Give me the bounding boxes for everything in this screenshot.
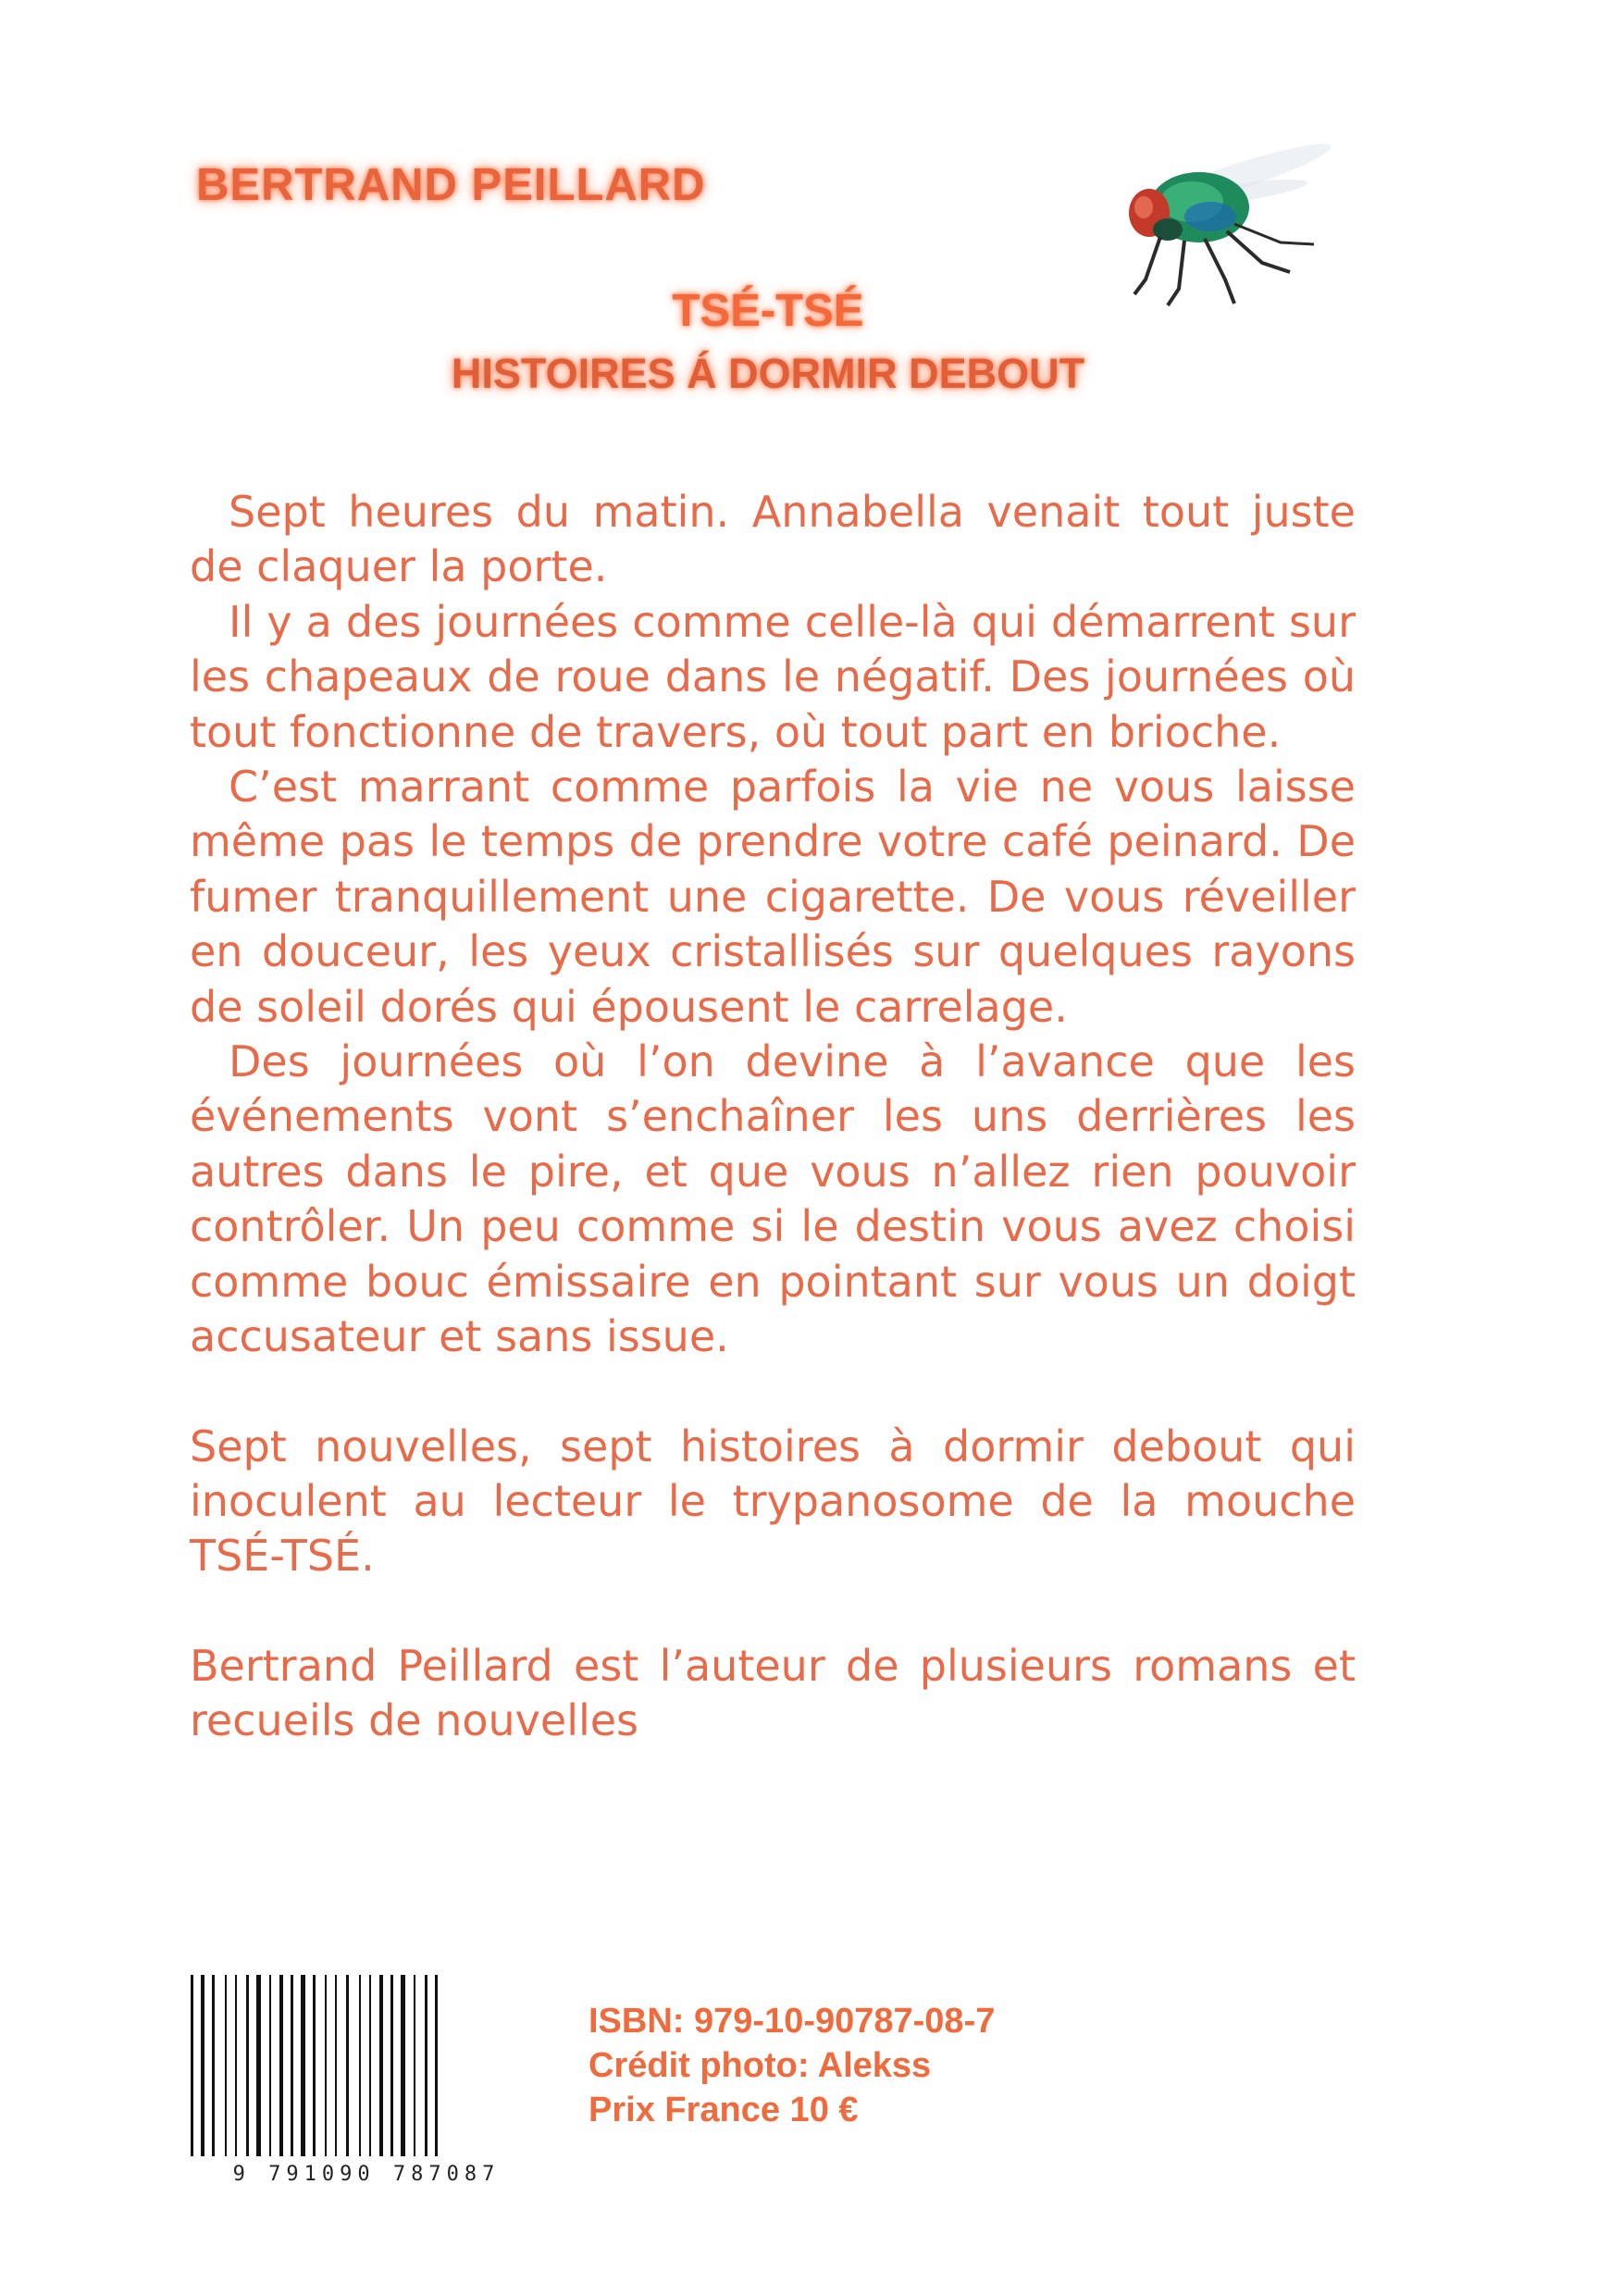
barcode-bar xyxy=(212,1975,215,2156)
barcode-bar xyxy=(369,1975,371,2156)
paragraph-2: Il y a des journées comme celle-là qui démarrent sur les chapeaux de roue dans le négatif. Des journées où tout fonctionne de travers, où tout part en brioche. xyxy=(190,596,1356,757)
paragraph-1: Sept heures du matin. Annabella venait tout juste de claquer la porte. xyxy=(190,487,1356,592)
photo-credit: Crédit photo: Alekss xyxy=(588,2046,932,2085)
barcode-bar xyxy=(379,1975,383,2156)
barcode-bar xyxy=(279,1975,283,2156)
paragraph-4: Des journées où l’on devine à l’avance que les événements vont s’enchaîner les uns derrières les autres dans le pire, et que vous n’allez rien pouvoir contrôler. Un peu comme si le destin vous avez choisi comme bouc émissaire en pointant sur vous un doigt accusateur et sans issue. xyxy=(190,1036,1356,1362)
barcode-bar xyxy=(291,1975,293,2156)
barcode-bar xyxy=(401,1975,405,2156)
barcode-bar xyxy=(390,1975,393,2156)
paragraph-author-bio: Bertrand Peillard est l’auteur de plusieurs romans et recueils de nouvelles xyxy=(190,1640,1356,1746)
barcode-bar xyxy=(435,1975,438,2156)
paragraph-3: C’est marrant comme parfois la vie ne vous laisse même pas le temps de prendre votre café peinard. De fumer tranquillement une cigarette. De vous réveiller en douceur, les yeux cristallisés sur quelques rayons de soleil dorés qui épousent le carrelage. xyxy=(190,762,1356,1032)
barcode-bar xyxy=(335,1975,337,2156)
barcode-bar xyxy=(325,1975,327,2156)
back-cover-text xyxy=(190,485,1356,1749)
price: Prix France 10 € xyxy=(588,2091,859,2129)
barcode-bar xyxy=(359,1975,361,2156)
barcode-bar xyxy=(269,1975,271,2156)
book-info xyxy=(588,1999,995,2132)
barcode-bar xyxy=(235,1975,237,2156)
barcode-bar xyxy=(425,1975,427,2156)
barcode-bar xyxy=(246,1975,249,2156)
barcode xyxy=(183,1971,550,2186)
barcode-bar xyxy=(201,1975,204,2156)
barcode-digits: 9 791090 787087 xyxy=(232,2163,501,2186)
barcode-bar xyxy=(414,1975,415,2156)
book-subtitle: HISTOIRES Á DORMIR DEBOUT xyxy=(451,350,1085,397)
barcode-bar xyxy=(301,1975,305,2156)
barcode-bar xyxy=(346,1975,349,2156)
barcode-bar xyxy=(256,1975,261,2156)
paragraph-summary: Sept nouvelles, sept histoires à dormir debout qui inoculent au lecteur le trypanosome de la mouche TSÉ-TSÉ. xyxy=(190,1421,1356,1582)
barcode-bar xyxy=(225,1975,227,2156)
isbn: ISBN: 979-10-90787-08-7 xyxy=(588,2002,996,2041)
barcode-bar xyxy=(313,1975,316,2156)
barcode-bar xyxy=(191,1975,193,2156)
book-title: TSÉ-TSÉ xyxy=(672,286,864,336)
author-name: BERTRAND PEILLARD xyxy=(196,160,706,210)
